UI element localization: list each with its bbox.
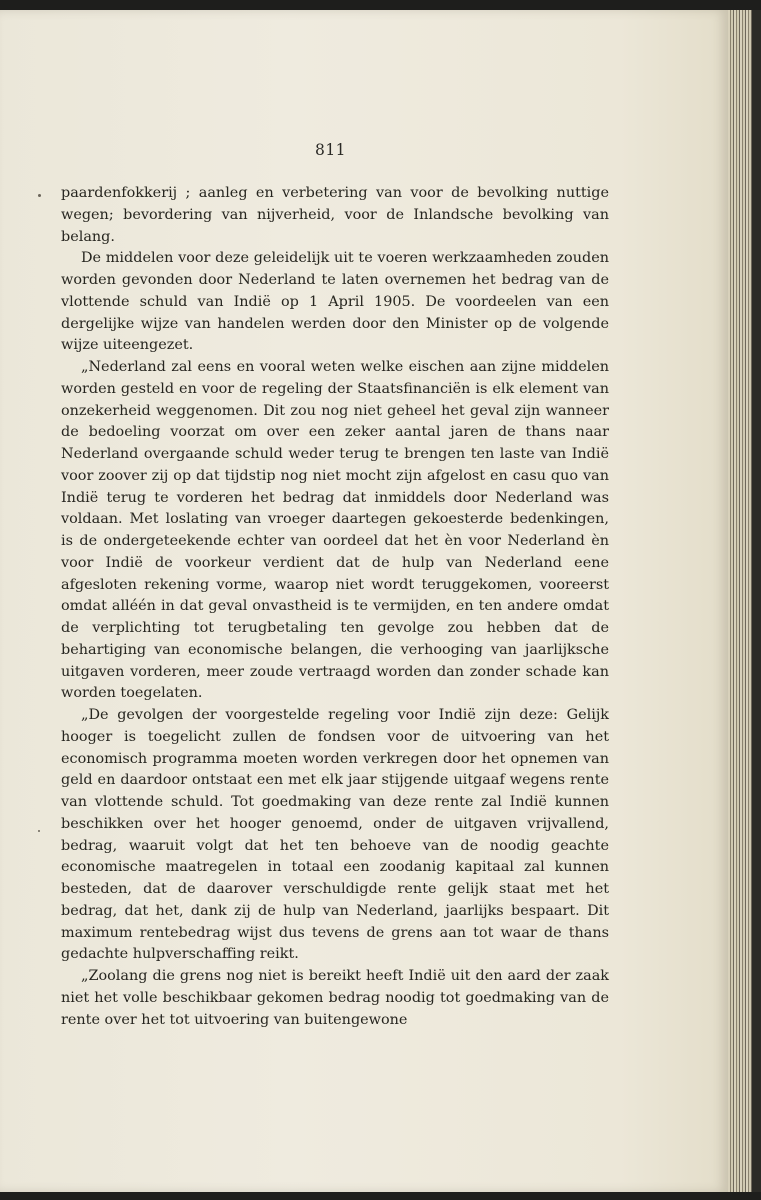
paper-speck [38, 194, 41, 197]
page-number: 811 [314, 141, 347, 159]
paper-speck [38, 830, 40, 832]
paragraph-5: „Zoolang die grens nog niet is bereikt heeft Indië uit den aard der zaak niet het volle beschikbaar gekomen bedrag noodig tot goedmaking van de rente over het tot uitvoering van buitengewone [61, 968, 609, 1028]
page-stack-edge [728, 10, 752, 1192]
paragraph-2: De middelen voor deze geleidelijk uit te voeren werkzaamheden zouden worden gevonden door Nederland te laten overnemen het bedrag van de vlottende schuld van Indië op 1 April 1905. De voordeelen van een dergelijke wijze van handelen werden door den Minister op de volgende wijze uiteengezet. [61, 250, 609, 354]
body-text [61, 183, 609, 1031]
paragraph-3: „Nederland zal eens en vooral weten welke eischen aan zijne middelen worden gesteld en voor de regeling der Staatsfinanciën is elk element van onzekerheid weggenomen. Dit zou nog niet geheel het geval zijn wanneer de bedoeling voorzat om over een zeker aantal jaren de thans naar Nederland overgaande schuld weder terug te brengen ten laste van Indië voor zoover zij op dat tijdstip nog niet mocht zijn afgelost en casu quo van Indië terug te vorderen het bedrag dat inmiddels door Nederland was voldaan. Met loslating van vroeger daartegen gekoesterde bedenkingen, is de ondergeteekende echter van oordeel dat het èn voor Nederland èn voor Indië de voorkeur verdient dat de hulp van Nederland eene afgesloten rekening vorme, waarop niet wordt teruggekomen, vooreerst omdat alléén in dat geval onvastheid is te vermijden, en ten andere omdat de verplichting tot terugbetaling ten gevolge zou hebben dat de behartiging van economische belangen, die verhooging van jaarlijksche uitgaven vorderen, meer zoude vertraagd worden dan zonder schade kan worden toegelaten. [61, 359, 609, 702]
paragraph-4: „De gevolgen der voorgestelde regeling voor Indië zijn deze: Gelijk hooger is toegelicht zullen de fondsen voor de uitvoering van het economisch programma moeten worden verkregen door het opnemen van geld en daardoor ontstaat een met elk jaar stijgende uitgaaf wegens rente van vlottende schuld. Tot goedmaking van deze rente zal Indië kunnen beschikken over het hooger genoemd, onder de uitgaven vrijvallend, bedrag, waaruit volgt dat het ten behoeve van de noodig geachte economische maatregelen in totaal een zoodanig kapitaal zal kunnen besteden, dat de daarover verschuldigde rente gelijk staat met het bedrag, dat het, dank zij de hulp van Nederland, jaarlijks bespaart. Dit maximum rentebedrag wijst dus tevens de grens aan tot waar de thans gedachte hulpverschaffing reikt. [61, 707, 609, 963]
paragraph-1: paardenfokkerij ; aanleg en verbetering van voor de bevolking nuttige wegen; bevordering van nijverheid, voor de Inlandsche bevolking van belang. [61, 185, 609, 245]
paper-page [0, 10, 728, 1192]
book-spine-shadow [752, 10, 761, 1192]
